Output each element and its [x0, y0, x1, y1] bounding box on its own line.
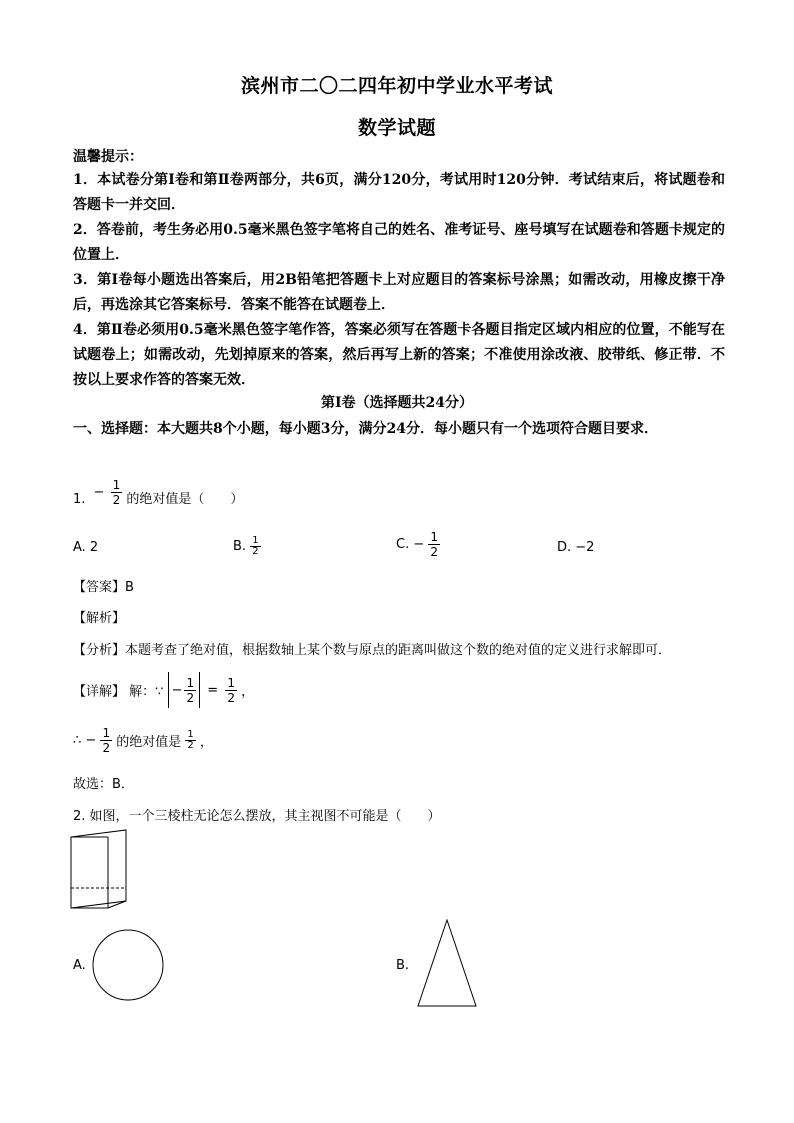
- tip-item-2: 2．答卷前，考生务必用0.5毫米黑色签字笔将自己的姓名、准考证号、座号填写在试题卷和答题卡规定的位置上．: [73, 222, 725, 263]
- tip-item-1: 1．本试卷分第Ⅰ卷和第Ⅱ卷两部分，共6页，满分120分，考试用时120分钟．考试结束后，将试题卷和答题卡一并交回．: [73, 172, 725, 213]
- tip-item-3: 3．第Ⅰ卷每小题选出答案后，用2B铅笔把答题卡上对应题目的答案标号涂黑；如需改动，用橡皮擦干净后，再选涂其它答案标号．答案不能答在试题卷上．: [73, 272, 725, 313]
- exam-subtitle: 数学试题: [357, 117, 436, 139]
- q1-therefore: ∴ − $\frac{1}{2}$ 的绝对值是 $\frac{1}{2}$ ，: [73, 726, 213, 755]
- q1-analysis-tag: 【解析】: [73, 611, 126, 626]
- q1-option-b[interactable]: B. $\frac{1}{2}$: [233, 535, 259, 557]
- q1-number: 1.: [73, 492, 86, 507]
- tip-item-4: 4．第Ⅱ卷必须用0.5毫米黑色签字笔作答，答案必须写在答题卡各题目指定区域内相应的位置，不能写在试题卷上；如需改动，先划掉原来的答案，然后再写上新的答案；不准使用涂改液、胶带纸、修正带．不按以上要求作答的答案无效．: [73, 322, 725, 388]
- q2-option-b[interactable]: B.: [396, 958, 410, 973]
- q1-stem-tail: 的绝对值是（ ）: [126, 492, 244, 507]
- q1-option-d[interactable]: D. −2: [557, 540, 595, 555]
- absolute-value-expression: − $\frac{1}{2}$: [168, 672, 201, 708]
- q1-option-c-fraction: $\frac{1}{2}$: [430, 530, 439, 559]
- q1-choose: 故选：B．: [73, 777, 134, 792]
- q2-option-a-circle: [91, 928, 165, 1002]
- q1-option-b-fraction: $\frac{1}{2}$: [252, 535, 259, 557]
- section-description: 一、选择题：本大题共8个小题，每小题3分，满分24分．每小题只有一个选项符合题目要求．: [73, 421, 658, 437]
- triangular-prism-figure: [70, 829, 130, 911]
- q1-option-c[interactable]: C. − $\frac{1}{2}$: [396, 530, 439, 559]
- q2-stem: 2. 如图，一个三棱柱无论怎么摆放，其主视图不可能是（ ）: [73, 809, 441, 824]
- tips-block: [73, 146, 725, 393]
- tips-heading: 温馨提示：: [73, 149, 143, 165]
- q1-stem: [73, 478, 243, 507]
- q1-fraction: $\frac{1}{2}$: [112, 478, 121, 507]
- section-title: 第Ⅰ卷（选择题共24分）: [320, 395, 474, 411]
- q1-detail: 【详解】 解：∵ − $\frac{1}{2}$ = $\frac{1}{2}$ ，: [73, 672, 254, 708]
- q1-option-a[interactable]: A. 2: [73, 540, 99, 555]
- q2-option-a[interactable]: A.: [73, 958, 86, 973]
- q1-fenxi: 【分析】本题考查了绝对值，根据数轴上某个数与原点的距离叫做这个数的绝对值的定义进行求解即可．: [73, 643, 672, 658]
- q1-minus: −: [93, 485, 105, 500]
- exam-title: 滨州市二〇二四年初中学业水平考试: [240, 75, 553, 97]
- q1-answer: 【答案】B: [73, 580, 134, 595]
- q2-option-b-triangle: [416, 919, 478, 1008]
